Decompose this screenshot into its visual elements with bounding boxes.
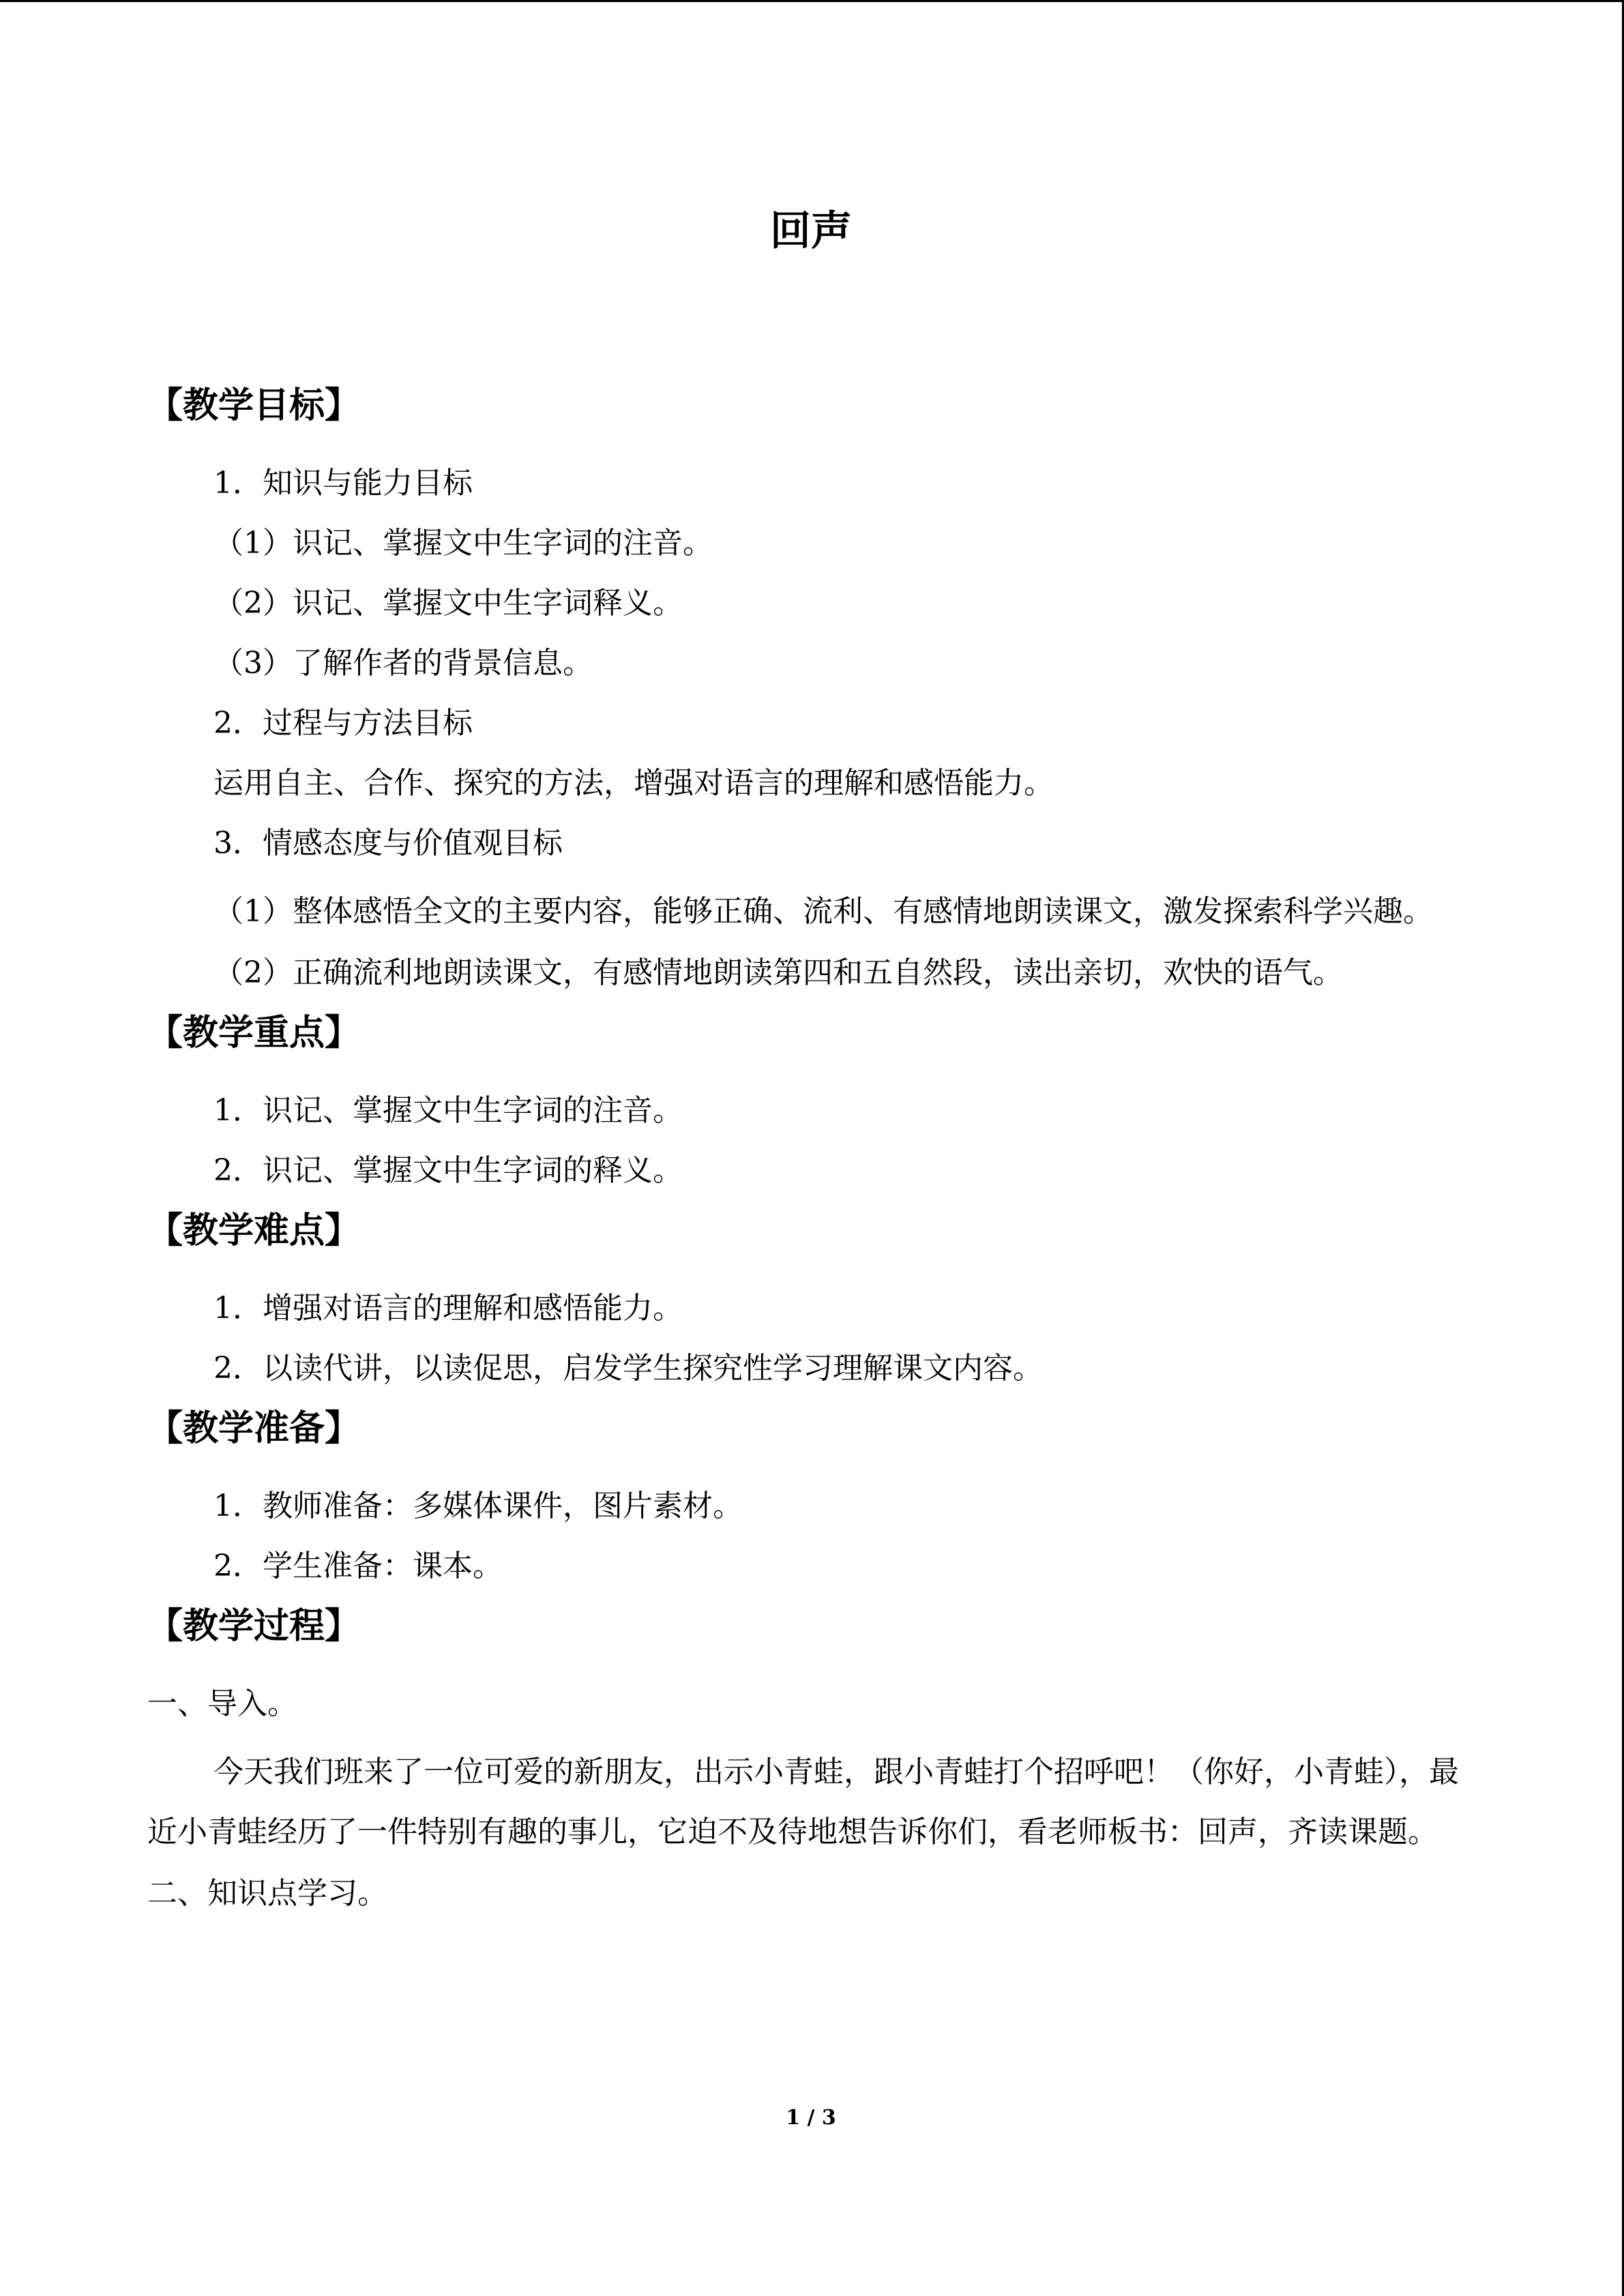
goal-line: （2）识记、掌握文中生字词释义。 xyxy=(213,586,683,621)
key-point-line: 1．识记、掌握文中生字词的注音。 xyxy=(213,1093,683,1128)
section-heading-difficulties: 【教学难点】 xyxy=(147,1210,361,1251)
page-number: 1 / 3 xyxy=(786,2106,836,2130)
goal-line: 3．情感态度与价值观目标 xyxy=(213,826,563,861)
goal-line: 1．知识与能力目标 xyxy=(213,466,473,501)
key-point-line: 2．识记、掌握文中生字词的释义。 xyxy=(213,1153,683,1188)
process-paragraph: 今天我们班来了一位可爱的新朋友，出示小青蛙，跟小青蛙打个招呼吧！（你好，小青蛙），最近小青蛙经历了一件特别有趣的事儿，它迫不及待地想告诉你们，看老师板书：回声，齐读课题。 xyxy=(147,1755,1459,1849)
difficulty-line: 1．增强对语言的理解和感悟能力。 xyxy=(213,1291,683,1326)
preparation-line: 2．学生准备：课本。 xyxy=(213,1549,503,1583)
goal-line: （1）识记、掌握文中生字词的注音。 xyxy=(213,526,713,561)
goal-line: （1）整体感悟全文的主要内容，能够正确、流利、有感情地朗读课文，激发探索科学兴趣。 xyxy=(213,894,1433,929)
preparation-line: 1．教师准备：多媒体课件，图片素材。 xyxy=(213,1489,743,1523)
section-heading-process: 【教学过程】 xyxy=(147,1606,361,1647)
goal-line: （2）正确流利地朗读课文，有感情地朗读第四和五自然段，读出亲切，欢快的语气。 xyxy=(213,955,1343,990)
goal-line: （3）了解作者的背景信息。 xyxy=(213,646,593,681)
document-body xyxy=(147,384,1477,1932)
section-heading-goals: 【教学目标】 xyxy=(147,385,361,426)
difficulty-line: 2．以读代讲，以读促思，启发学生探究性学习理解课文内容。 xyxy=(213,1351,1043,1386)
section-heading-preparation: 【教学准备】 xyxy=(147,1408,361,1449)
section-heading-key-points: 【教学重点】 xyxy=(147,1013,361,1054)
document-title: 回声 xyxy=(770,207,852,255)
process-line: 一、导入。 xyxy=(147,1686,297,1721)
process-line: 二、知识点学习。 xyxy=(147,1876,387,1911)
goal-line: 2．过程与方法目标 xyxy=(213,706,473,741)
goal-line: 运用自主、合作、探究的方法，增强对语言的理解和感悟能力。 xyxy=(213,766,1054,801)
